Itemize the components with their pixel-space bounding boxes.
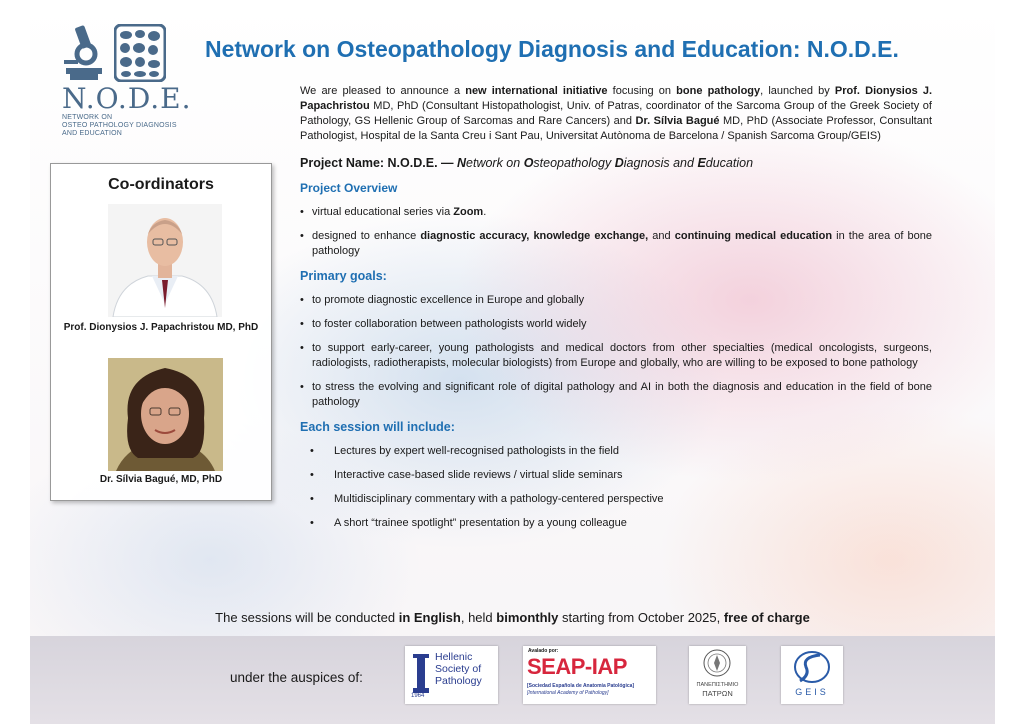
- seap-sub-2: [International Academy of Pathology]: [527, 690, 609, 696]
- coordinator-name-1: Prof. Dionysios J. Papachristou MD, PhD: [63, 322, 259, 333]
- seap-name: SEAP-IAP: [527, 654, 627, 679]
- project-name: Project Name: N.O.D.E. — Network on Osteopathology Diagnosis and Education: [300, 156, 754, 170]
- main-content: [300, 84, 932, 531]
- coordinators-panel: [50, 163, 272, 501]
- logo-subtitle-2: OSTEO PATHOLOGY DIAGNOSIS: [62, 122, 177, 129]
- goals-list: [300, 293, 932, 410]
- logo-wordmark: N.O.D.E.: [62, 82, 192, 115]
- hellenic-line-3: Pathology: [435, 675, 482, 687]
- list-item: • Lectures by expert well-recognised pathologists in the field: [300, 444, 932, 459]
- list-item: • Interactive case-based slide reviews / virtual slide seminars: [300, 468, 932, 483]
- logo-subtitle-1: NETWORK ON: [62, 114, 113, 121]
- portrait-bague: [108, 358, 223, 471]
- university-seal-icon: [702, 648, 732, 682]
- list-item: • to foster collaboration between pathologists world widely: [300, 317, 932, 332]
- list-item: • A short “trainee spotlight” presentation by a young colleague: [300, 516, 932, 531]
- session-list: [300, 444, 932, 531]
- list-item: • to promote diagnostic excellence in Europe and globally: [300, 293, 932, 308]
- logo-subtitle-3: AND EDUCATION: [62, 130, 123, 137]
- list-item: • to support early-career, young pathologists and medical doctors from other specialties (medical oncologists, surgeons, radiologists, radiotherapists, molecular biologists) from Europe and globally, who are willing to be exposed to bone pathology: [300, 341, 932, 371]
- hellenic-line-1: Hellenic: [435, 651, 473, 663]
- geis-name: GEIS: [795, 687, 829, 697]
- page-title: Network on Osteopathology Diagnosis and Education: N.O.D.E.: [205, 36, 899, 62]
- list-item: • Multidisciplinary commentary with a pathology-centered perspective: [300, 492, 932, 507]
- hellenic-society-logo: [405, 646, 498, 704]
- primary-goals-heading: Primary goals:: [300, 269, 387, 283]
- intro-paragraph: We are pleased to announce a new international initiative focusing on bone pathology, launched by Prof. Dionysios J. Papachristou MD, PhD (Consultant Histopathologist, Univ. of Patras, coordinator of the Sarcoma Group of the Greek Society of Pathology, GS Hellenic Group of Sarcomas and Rare Cancers) and Dr. Sílvia Bagué MD, PhD (Associate Professor, Consultant Pathologist, Hospital de la Santa Creu i Sant Pau, Universitat Autònoma de Barcelona / Spanish Sarcoma Group/GEIS): [300, 85, 933, 142]
- microscope-icon: [62, 24, 106, 82]
- hellenic-line-2: Society of: [435, 663, 482, 675]
- portrait-papachristou: [108, 204, 222, 317]
- patras-line-1: ΠΑΝΕΠΙΣΤΗΜΙΟ: [696, 682, 739, 688]
- overview-list: [300, 205, 932, 259]
- coordinators-heading: Co-ordinators: [108, 176, 214, 193]
- list-item: • to stress the evolving and significant role of digital pathology and AI in both the diagnosis and education in the field of bone pathology: [300, 380, 932, 410]
- coordinator-name-2: Dr. Sílvia Bagué, MD, PhD: [99, 474, 223, 485]
- flyer-page: [30, 0, 995, 724]
- seap-top-label: Avalado por:: [528, 648, 559, 654]
- project-overview-heading: Project Overview: [300, 181, 398, 195]
- auspices-bar: [30, 636, 995, 724]
- list-item: • virtual educational series via Zoom.: [300, 205, 932, 220]
- seap-sub-1: [Sociedad Española de Anatomía Patológica]: [527, 683, 635, 689]
- bone-cells-icon: [114, 24, 166, 82]
- hellenic-year: 1964: [411, 693, 425, 699]
- university-patras-logo: [689, 646, 746, 704]
- session-heading: Each session will include:: [300, 420, 455, 434]
- hellenic-column-icon: [411, 652, 431, 696]
- seap-iap-logo: [523, 646, 656, 704]
- node-logo: [62, 24, 202, 138]
- geis-swoosh-icon: [792, 649, 832, 685]
- patras-line-2: ΠΑΤΡΩΝ: [702, 689, 733, 698]
- geis-logo: [781, 646, 843, 704]
- sessions-note: The sessions will be conducted in English, held bimonthly starting from October 2025, free of charge: [215, 610, 810, 625]
- list-item: • designed to enhance diagnostic accuracy, knowledge exchange, and continuing medical education in the area of bone pathology: [300, 229, 932, 259]
- auspices-label: under the auspices of:: [230, 670, 363, 685]
